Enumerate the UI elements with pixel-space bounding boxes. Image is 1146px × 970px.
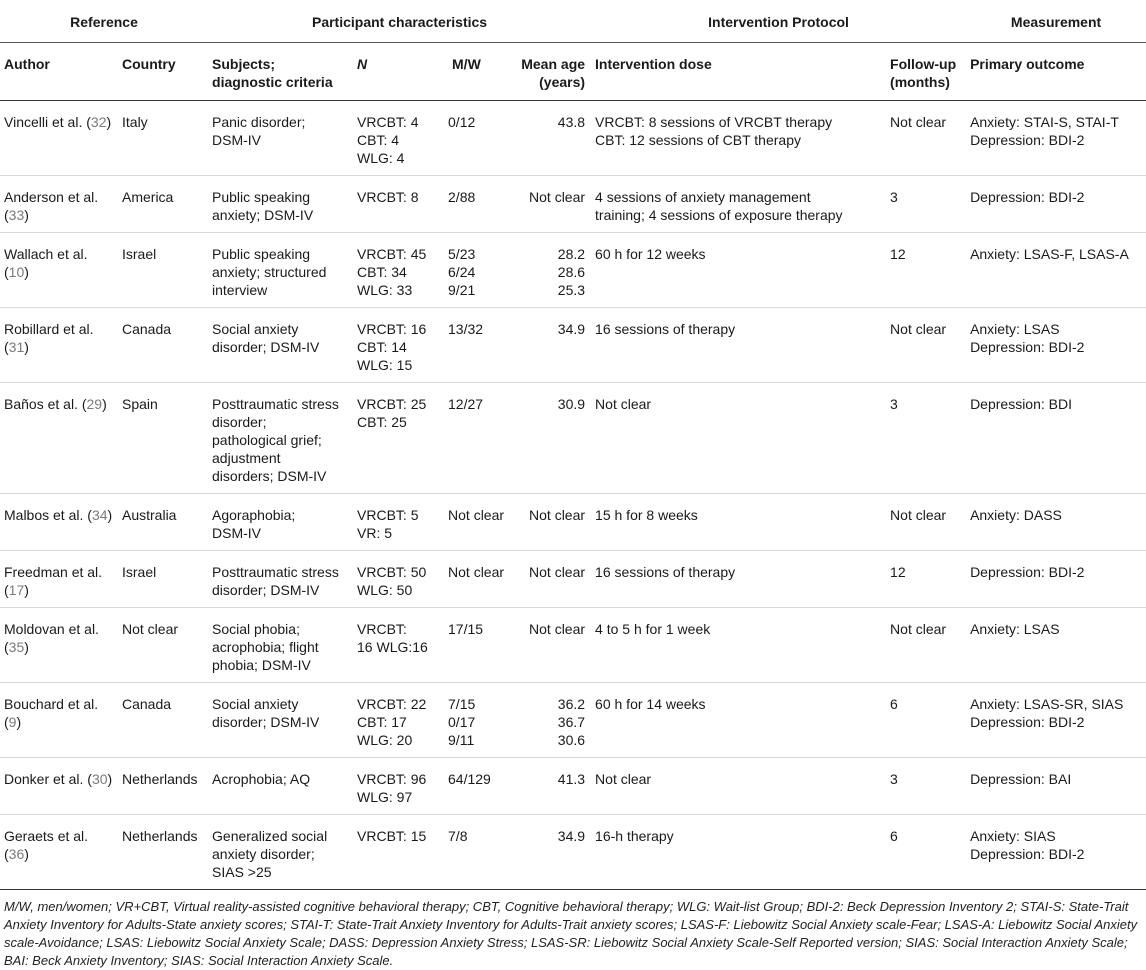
table-row [0,176,1146,233]
cell-author-line [4,206,118,224]
cell-mw-line: 7/15 [448,696,476,712]
cell-n-line: VRCBT: [357,621,407,637]
cell-subjects-line: disorder; [212,414,267,430]
table-row [0,683,1146,758]
cell-n-line: VRCBT: 25 [357,396,427,412]
cell-n-line: VRCBT: 5 [357,507,419,523]
cell-dose [591,608,886,683]
cell-subjects-line: Social anxiety [212,696,299,712]
cell-dose [591,383,886,494]
cell-age-line: 36.2 [557,696,586,712]
cell-country: Australia [118,494,208,551]
reference-link[interactable]: 35 [8,639,25,655]
cell-mw [448,551,506,608]
author-paren: ( [4,714,9,730]
cell-age-line: 28.2 [557,246,586,262]
cell-dose-line: 60 h for 12 weeks [595,246,706,262]
col-header-age-line: Mean age [521,56,586,72]
cell-n [353,383,448,494]
cell-outcome [966,608,1146,683]
cell-author [0,608,118,683]
reference-link[interactable]: 30 [91,771,108,787]
author-paren: ( [4,846,9,862]
cell-n-line: WLG: 15 [357,357,413,373]
cell-n [353,308,448,383]
cell-n [353,233,448,308]
cell-author [0,176,118,233]
cell-author-line [4,395,118,413]
author-paren: ) [24,846,29,862]
cell-age [506,758,591,815]
cell-author [0,308,118,383]
cell-n-line: VRCBT: 96 [357,771,427,787]
author-paren: ) [24,264,29,280]
cell-mw-line: 6/24 [448,264,476,280]
cell-n-line: VRCBT: 45 [357,246,427,262]
author-name: Geraets et al. [4,828,89,844]
group-header-intervention: Intervention Protocol [591,2,966,43]
author-paren: ) [24,339,29,355]
cell-subjects-line: adjustment [212,450,281,466]
author-paren: ) [107,507,113,523]
author-paren: ) [102,396,107,412]
cell-mw [448,383,506,494]
cell-dose [591,176,886,233]
reference-link[interactable]: 31 [8,339,25,355]
cell-author-line [4,338,118,356]
cell-age [506,233,591,308]
table-body [0,101,1146,890]
cell-outcome [966,815,1146,890]
cell-followup: 6 [886,683,966,758]
cell-subjects-line: disorder; DSM-IV [212,339,320,355]
cell-outcome [966,758,1146,815]
cell-age-line: 28.6 [557,264,586,280]
author-name: Wallach et al. [4,246,88,262]
cell-n-line: VRCBT: 8 [357,189,419,205]
author-paren: ) [24,639,29,655]
cell-mw-line: 9/21 [448,282,476,298]
cell-mw-line: 0/12 [448,114,476,130]
cell-author-line [4,581,118,599]
table-row [0,551,1146,608]
cell-dose-line: CBT: 12 sessions of CBT therapy [595,132,801,148]
cell-author [0,683,118,758]
cell-dose-line: Not clear [595,396,652,412]
cell-age [506,101,591,176]
cell-dose-line: 15 h for 8 weeks [595,507,698,523]
cell-author [0,233,118,308]
cell-age-line: Not clear [529,507,586,523]
cell-subjects-line: Agoraphobia; [212,507,296,523]
cell-dose-line: 16 sessions of therapy [595,564,736,580]
cell-age-line: 30.9 [557,396,586,412]
table-row [0,308,1146,383]
cell-dose [591,683,886,758]
cell-n-line: CBT: 4 [357,132,400,148]
table-row [0,758,1146,815]
cell-outcome-line: Depression: BDI-2 [970,846,1085,862]
cell-dose [591,101,886,176]
reference-link[interactable]: 29 [86,396,103,412]
reference-link[interactable]: 10 [8,264,25,280]
cell-n [353,815,448,890]
cell-author [0,101,118,176]
cell-mw [448,494,506,551]
table-footnote: M/W, men/women; VR+CBT, Virtual reality-assisted cognitive behavioral therapy; CBT, Cognitive behavioral therapy; WLG: Wait-list Group; BDI-2: Beck Depression Inventory 2; STAI-S: State-Trait Anxiety Inventory for Adults-State anxiety scores; STAI-T: State-Trait Anxiety Inventory for Adults-Trait anxiety scores; LSAS-F: Liebowitz Social Anxiety scale-Fear; LSAS-A: Liebowitz Social Anxiety scale-Avoidance; LSAS: Liebowitz Social Anxiety Scale; DASS: Depression Anxiety Stress; LSAS-SR: Liebowitz Social Anxiety Scale-Self Reported version; SIAS: Social Interaction Anxiety Scale; BAI: Beck Anxiety Inventory; SIAS: Social Interaction Anxiety Scale. [4,899,1138,968]
col-header-followup [886,43,966,101]
cell-outcome-line: Anxiety: STAI-S, STAI-T [970,114,1119,130]
cell-age [506,383,591,494]
cell-author-line [4,770,118,788]
table-row [0,815,1146,890]
col-header-mw: M/W [448,43,506,101]
cell-mw-line: Not clear [448,564,505,580]
cell-subjects [208,551,353,608]
cell-followup: 6 [886,815,966,890]
cell-n [353,176,448,233]
cell-subjects [208,233,353,308]
cell-mw [448,608,506,683]
cell-subjects [208,383,353,494]
col-header-subjects-line: diagnostic criteria [212,74,333,90]
cell-subjects [208,101,353,176]
author-paren: ( [4,207,9,223]
author-name: Donker et al. ( [4,771,92,787]
cell-outcome [966,176,1146,233]
reference-link[interactable]: 36 [8,846,25,862]
cell-author-line [4,638,118,656]
cell-subjects [208,608,353,683]
cell-age-line: 34.9 [557,828,586,844]
cell-country: Israel [118,551,208,608]
cell-outcome [966,494,1146,551]
cell-subjects-line: Posttraumatic stress [212,396,339,412]
cell-mw [448,683,506,758]
author-paren: ) [106,114,112,130]
cell-mw-line: 0/17 [448,714,476,730]
cell-age-line: 43.8 [557,114,586,130]
cell-dose [591,815,886,890]
cell-outcome-line: Depression: BDI-2 [970,339,1085,355]
author-name: Malbos et al. ( [4,507,92,523]
cell-dose [591,308,886,383]
col-header-outcome: Primary outcome [966,43,1146,101]
cell-author [0,551,118,608]
cell-dose [591,758,886,815]
col-header-n: N [353,43,448,101]
cell-age-line: 30.6 [557,732,586,748]
cell-mw [448,308,506,383]
author-name: Moldovan et al. [4,621,99,637]
cell-subjects-line: DSM-IV [212,132,262,148]
cell-age [506,494,591,551]
author-paren: ) [24,582,29,598]
cell-country: Canada [118,308,208,383]
cell-outcome-line: Depression: BDI-2 [970,564,1085,580]
author-paren: ) [16,714,22,730]
cell-subjects [208,494,353,551]
cell-country: Netherlands [118,815,208,890]
cell-n [353,101,448,176]
cell-author [0,758,118,815]
cell-n [353,551,448,608]
cell-mw-line: Not clear [448,507,505,523]
cell-outcome [966,101,1146,176]
reference-link[interactable]: 34 [91,507,108,523]
header-column-row [0,43,1146,101]
reference-link[interactable]: 9 [8,714,17,730]
cell-n-line: WLG: 33 [357,282,413,298]
cell-followup: Not clear [886,494,966,551]
cell-dose [591,494,886,551]
cell-dose-line: Not clear [595,771,652,787]
table-row [0,101,1146,176]
cell-outcome [966,233,1146,308]
author-paren: ( [4,339,9,355]
cell-mw [448,101,506,176]
col-header-author: Author [0,43,118,101]
cell-outcome-line: Depression: BDI-2 [970,132,1085,148]
table-row [0,494,1146,551]
cell-n-line: CBT: 14 [357,339,407,355]
header-group-row [0,2,1146,43]
cell-n [353,758,448,815]
cell-dose-line: 16-h therapy [595,828,674,844]
cell-age-line: Not clear [529,621,586,637]
cell-mw-line: 64/129 [448,771,491,787]
cell-n [353,683,448,758]
cell-n-line: CBT: 17 [357,714,407,730]
cell-followup: Not clear [886,101,966,176]
author-paren: ( [4,639,9,655]
cell-n-line: VR: 5 [357,525,393,541]
cell-n-line: WLG: 20 [357,732,413,748]
cell-dose-line: 4 sessions of anxiety management [595,189,811,205]
cell-n-line: VRCBT: 15 [357,828,427,844]
cell-n-line: 16 WLG:16 [357,639,428,655]
cell-dose-line: 16 sessions of therapy [595,321,736,337]
cell-outcome-line: Depression: BDI-2 [970,189,1085,205]
cell-subjects-line: Public speaking [212,246,311,262]
cell-n-line: VRCBT: 4 [357,114,419,130]
cell-subjects [208,308,353,383]
cell-age [506,176,591,233]
group-header-reference: Reference [0,2,208,43]
cell-outcome [966,383,1146,494]
cell-followup: 12 [886,551,966,608]
cell-mw [448,233,506,308]
cell-mw-line: 13/32 [448,321,484,337]
author-name: Robillard et al. [4,321,94,337]
cell-subjects-line: anxiety; DSM-IV [212,207,314,223]
cell-dose-line: 4 to 5 h for 1 week [595,621,711,637]
table-row [0,233,1146,308]
cell-author [0,494,118,551]
table-row [0,383,1146,494]
cell-subjects-line: anxiety; structured [212,264,327,280]
cell-country: Not clear [118,608,208,683]
cell-dose-line: training; 4 sessions of exposure therapy [595,207,843,223]
cell-n [353,608,448,683]
author-paren: ( [4,264,9,280]
table-row [0,608,1146,683]
cell-outcome [966,551,1146,608]
cell-mw [448,815,506,890]
cell-n-line: CBT: 25 [357,414,407,430]
cell-dose [591,551,886,608]
cell-age [506,551,591,608]
cell-age [506,683,591,758]
cell-outcome-line: Depression: BDI-2 [970,714,1085,730]
cell-outcome-line: Depression: BDI [970,396,1072,412]
cell-age-line: 36.7 [557,714,586,730]
author-name: Anderson et al. [4,189,99,205]
cell-age-line: 41.3 [557,771,586,787]
cell-country: Italy [118,101,208,176]
cell-n-line: VRCBT: 16 [357,321,427,337]
cell-age-line: Not clear [529,189,586,205]
cell-dose-line: 60 h for 14 weeks [595,696,706,712]
cell-outcome-line: Anxiety: LSAS-SR, SIAS [970,696,1124,712]
cell-country: Spain [118,383,208,494]
cell-author [0,815,118,890]
cell-subjects-line: Social phobia; [212,621,300,637]
cell-age [506,608,591,683]
cell-mw-line: 2/88 [448,189,476,205]
cell-author [0,383,118,494]
cell-n-line: WLG: 50 [357,582,413,598]
cell-subjects-line: acrophobia; flight [212,639,319,655]
cell-subjects-line: Panic disorder; [212,114,306,130]
cell-n-line: WLG: 97 [357,789,413,805]
cell-subjects-line: Acrophobia; AQ [212,771,311,787]
col-header-age-line: (years) [539,74,586,90]
cell-author-line [4,113,118,131]
cell-outcome-line: Anxiety: DASS [970,507,1062,523]
cell-country: Israel [118,233,208,308]
cell-mw-line: 9/11 [448,732,475,748]
reference-link[interactable]: 17 [8,582,25,598]
cell-subjects-line: SIAS >25 [212,864,272,880]
cell-n-line: WLG: 4 [357,150,405,166]
cell-author-line [4,263,118,281]
reference-link[interactable]: 32 [90,114,107,130]
cell-mw [448,758,506,815]
cell-mw-line: 17/15 [448,621,484,637]
cell-author-line [4,506,118,524]
cell-subjects-line: Generalized social [212,828,328,844]
group-header-measurement: Measurement [966,2,1146,43]
cell-country: America [118,176,208,233]
cell-country: Netherlands [118,758,208,815]
cell-mw-line: 12/27 [448,396,484,412]
cell-age-line: 34.9 [557,321,586,337]
table-header [0,2,1146,101]
cell-outcome-line: Anxiety: LSAS [970,321,1060,337]
cell-mw [448,176,506,233]
cell-age-line: 25.3 [557,282,586,298]
author-name: Baños et al. ( [4,396,87,412]
cell-subjects-line: disorder; DSM-IV [212,714,320,730]
author-name: Vincelli et al. ( [4,114,91,130]
cell-n-line: CBT: 34 [357,264,407,280]
cell-followup: 3 [886,758,966,815]
reference-link[interactable]: 33 [8,207,25,223]
col-header-dose: Intervention dose [591,43,886,101]
cell-dose-line: VRCBT: 8 sessions of VRCBT therapy [595,114,833,130]
cell-subjects-line: Social anxiety [212,321,299,337]
cell-subjects-line: disorder; DSM-IV [212,582,320,598]
cell-author-line [4,845,118,863]
cell-mw-line: 5/23 [448,246,476,262]
cell-outcome [966,308,1146,383]
cell-followup: 12 [886,233,966,308]
cell-subjects [208,758,353,815]
author-paren: ( [4,582,9,598]
study-characteristics-table [0,2,1146,890]
cell-outcome-line: Anxiety: SIAS [970,828,1056,844]
col-header-subjects [208,43,353,101]
cell-n-line: VRCBT: 50 [357,564,427,580]
cell-subjects-line: Posttraumatic stress [212,564,339,580]
cell-country: Canada [118,683,208,758]
cell-subjects-line: DSM-IV [212,525,262,541]
cell-outcome-line: Depression: BAI [970,771,1072,787]
cell-n [353,494,448,551]
cell-followup: Not clear [886,608,966,683]
cell-subjects-line: anxiety disorder; [212,846,315,862]
cell-subjects-line: disorders; DSM-IV [212,468,327,484]
col-header-age [506,43,591,101]
cell-age [506,308,591,383]
group-header-participants: Participant characteristics [208,2,591,43]
cell-subjects-line: interview [212,282,268,298]
cell-outcome-line: Anxiety: LSAS-F, LSAS-A [970,246,1129,262]
col-header-country: Country [118,43,208,101]
col-header-followup-line: Follow-up [890,56,957,72]
cell-outcome [966,683,1146,758]
cell-followup: Not clear [886,308,966,383]
cell-subjects-line: pathological grief; [212,432,322,448]
cell-subjects [208,176,353,233]
cell-followup: 3 [886,383,966,494]
author-paren: ) [24,207,29,223]
cell-mw-line: 7/8 [448,828,468,844]
cell-dose [591,233,886,308]
cell-subjects-line: Public speaking [212,189,311,205]
cell-subjects-line: phobia; DSM-IV [212,657,311,673]
author-name: Freedman et al. [4,564,103,580]
cell-age-line: Not clear [529,564,586,580]
author-name: Bouchard et al. [4,696,99,712]
cell-outcome-line: Anxiety: LSAS [970,621,1060,637]
col-header-followup-line: (months) [890,74,950,90]
cell-subjects [208,683,353,758]
cell-age [506,815,591,890]
cell-subjects [208,815,353,890]
author-paren: ) [107,771,113,787]
cell-n-line: VRCBT: 22 [357,696,427,712]
cell-author-line [4,713,118,731]
cell-followup: 3 [886,176,966,233]
col-header-subjects-line: Subjects; [212,56,276,72]
